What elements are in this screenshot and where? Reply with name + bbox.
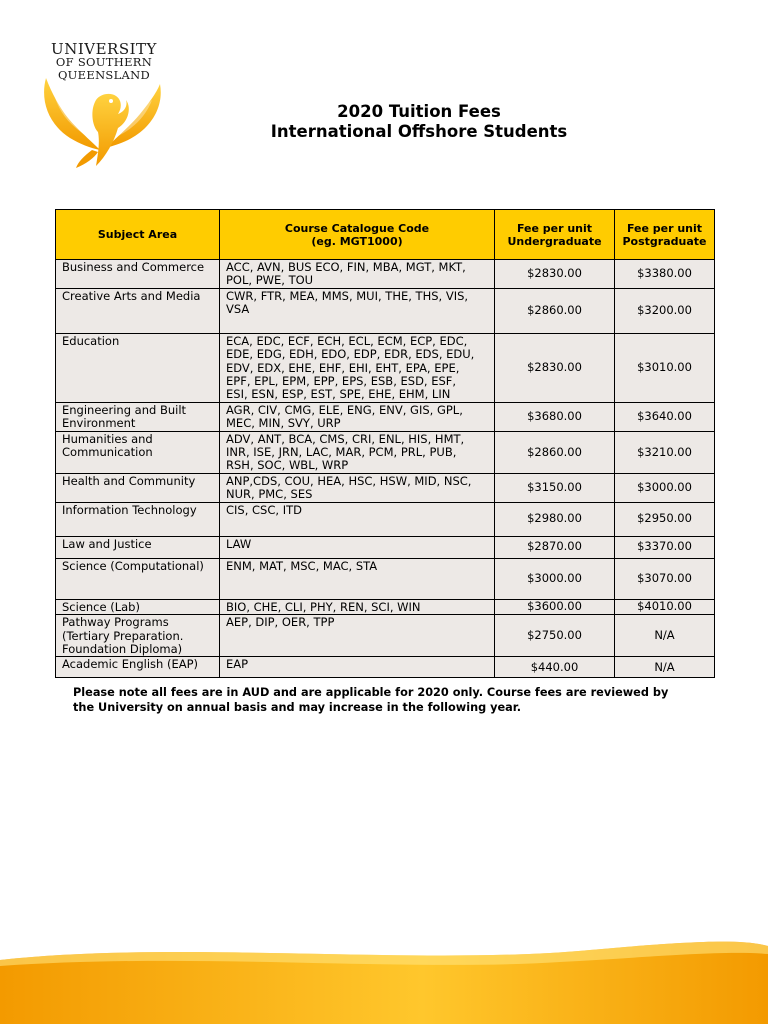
subject-cell: Engineering and Built Environment [56,402,220,431]
subject-cell: Education [56,333,220,402]
postgraduate-fee-cell: $2950.00 [615,502,715,536]
page-title: 2020 Tuition Fees [337,102,501,121]
postgraduate-fee-cell: $3010.00 [615,333,715,402]
undergraduate-fee-cell: $2860.00 [495,288,615,333]
undergraduate-fee-cell: $2980.00 [495,502,615,536]
table-row [56,615,715,657]
subject-cell: Humanities and Communication [56,431,220,473]
fees-table [55,209,715,678]
postgraduate-fee-cell: $3000.00 [615,473,715,502]
postgraduate-fee-cell: $3380.00 [615,260,715,289]
course-codes-cell: EAP [220,657,495,678]
course-codes-cell: ECA, EDC, ECF, ECH, ECL, ECM, ECP, EDC, EDE, EDG, EDH, EDO, EDP, EDR, EDS, EDU, EDV, EDX, EHE, EHF, EHI, EHT, EPA, EPE, EPF, EPL, EPM, EPP, EPS, ESB, ESD, ESF, ESI, ESN, ESP, EST, SPE, EHE, EHM, LIN [220,333,495,402]
course-codes-cell: CIS, CSC, ITD [220,502,495,536]
table-row [56,402,715,431]
postgraduate-fee-cell: $3070.00 [615,558,715,599]
fees-note: Please note all fees are in AUD and are applicable for 2020 only. Course fees are reviewed by the University on annual basis and may increase in the following year. [73,686,669,714]
table-header-row [56,210,715,260]
table-row [56,288,715,333]
table-row [56,473,715,502]
postgraduate-fee-cell: $3640.00 [615,402,715,431]
header-subject-area: Subject Area [56,210,220,260]
logo-text-university: UNIVERSITY [51,40,157,58]
course-codes-cell: CWR, FTR, MEA, MMS, MUI, THE, THS, VIS, VSA [220,288,495,333]
table-row [56,502,715,536]
course-codes-cell: ENM, MAT, MSC, MAC, STA [220,558,495,599]
course-codes-cell: AEP, DIP, OER, TPP [220,615,495,657]
postgraduate-fee-cell: $3200.00 [615,288,715,333]
postgraduate-fee-cell: $3210.00 [615,431,715,473]
table-row [56,536,715,558]
undergraduate-fee-cell: $440.00 [495,657,615,678]
university-logo [38,38,170,170]
subject-cell: Pathway Programs (Tertiary Preparation. Foundation Diploma) [56,615,220,657]
postgraduate-fee-cell: $3370.00 [615,536,715,558]
undergraduate-fee-cell: $3150.00 [495,473,615,502]
logo-text-of-southern: OF SOUTHERN [55,55,153,69]
postgraduate-fee-cell: N/A [615,657,715,678]
undergraduate-fee-cell: $2860.00 [495,431,615,473]
undergraduate-fee-cell: $3600.00 [495,599,615,614]
subject-cell: Information Technology [56,502,220,536]
course-codes-cell: BIO, CHE, CLI, PHY, REN, SCI, WIN [220,599,495,614]
postgraduate-fee-cell: N/A [615,615,715,657]
postgraduate-fee-cell: $4010.00 [615,599,715,614]
header-fee-postgraduate: Fee per unit Postgraduate [615,210,715,260]
subject-cell: Business and Commerce [56,260,220,289]
undergraduate-fee-cell: $2830.00 [495,260,615,289]
table-row [56,333,715,402]
course-codes-cell: AGR, CIV, CMG, ELE, ENG, ENV, GIS, GPL, MEC, MIN, SVY, URP [220,402,495,431]
table-row [56,558,715,599]
subject-cell: Academic English (EAP) [56,657,220,678]
subject-cell: Science (Lab) [56,599,220,614]
table-row [56,431,715,473]
footer-wave [0,920,768,1024]
subject-cell: Creative Arts and Media [56,288,220,333]
undergraduate-fee-cell: $2750.00 [495,615,615,657]
table-row [56,657,715,678]
table-body [56,260,715,678]
course-codes-cell: ANP,CDS, COU, HEA, HSC, HSW, MID, NSC, NUR, PMC, SES [220,473,495,502]
table-row [56,260,715,289]
course-codes-cell: ADV, ANT, BCA, CMS, CRI, ENL, HIS, HMT, INR, ISE, JRN, LAC, MAR, PCM, PRL, PUB, RSH, SOC, WBL, WRP [220,431,495,473]
logo-text-queensland: QUEENSLAND [57,68,151,82]
header-course-code: Course Catalogue Code (eg. MGT1000) [220,210,495,260]
subject-cell: Health and Community [56,473,220,502]
table-row [56,599,715,614]
undergraduate-fee-cell: $3680.00 [495,402,615,431]
undergraduate-fee-cell: $3000.00 [495,558,615,599]
undergraduate-fee-cell: $2830.00 [495,333,615,402]
header-fee-undergraduate: Fee per unit Undergraduate [495,210,615,260]
subject-cell: Science (Computational) [56,558,220,599]
course-codes-cell: ACC, AVN, BUS ECO, FIN, MBA, MGT, MKT, POL, PWE, TOU [220,260,495,289]
course-codes-cell: LAW [220,536,495,558]
subject-cell: Law and Justice [56,536,220,558]
page-subtitle: International Offshore Students [270,122,568,141]
undergraduate-fee-cell: $2870.00 [495,536,615,558]
